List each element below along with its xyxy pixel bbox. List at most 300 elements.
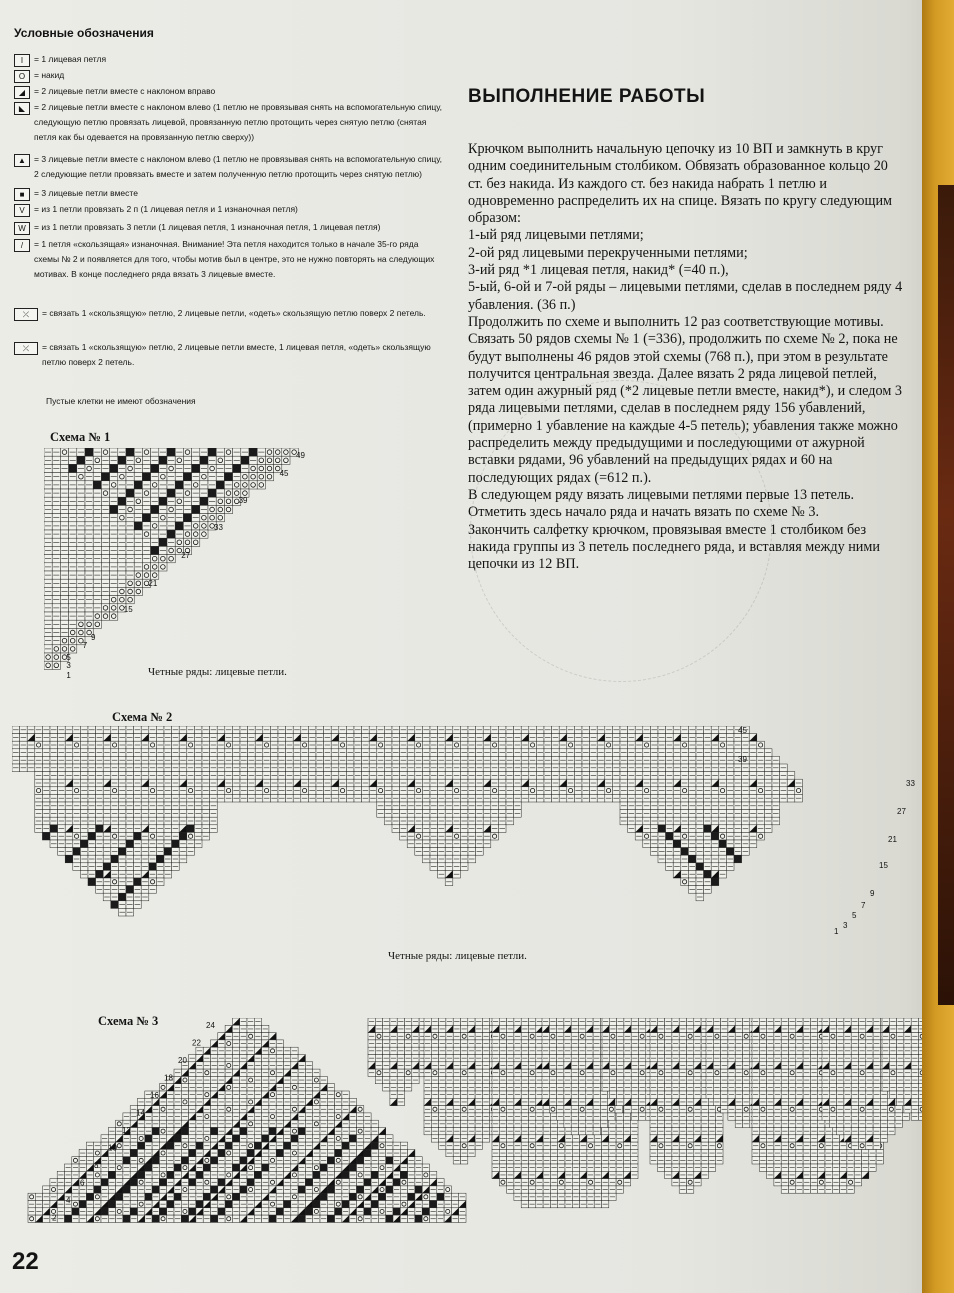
legend-symbol-icon: ◢: [14, 86, 30, 99]
chart-cell: [111, 741, 119, 749]
chart-cell: [357, 1157, 364, 1164]
paragraph-scheme3-start: В следующем ряду вязать лицевыми петлями первые 13 петель. Отметить здесь начало ряда и начать вязать по схеме № 3.: [468, 486, 855, 521]
chart-cell: [101, 604, 109, 612]
chart-cell: [265, 456, 273, 464]
chart-cell: [103, 863, 111, 871]
chart-cell: [151, 571, 159, 579]
chart-cell: [126, 464, 134, 472]
chart-cell: [134, 878, 142, 886]
row-number: 7: [82, 641, 88, 650]
chart-cell: [77, 628, 85, 636]
chart-cell: [681, 848, 689, 856]
chart-cell: [349, 1164, 356, 1171]
row-number: 33: [214, 523, 223, 532]
chart-cell: [172, 840, 180, 848]
chart-cell: [377, 741, 385, 749]
chart-cell: [73, 848, 81, 856]
chart-cell: [134, 522, 142, 530]
chart-cell: [224, 448, 232, 456]
chart-cell: [110, 481, 118, 489]
chart-cell: [643, 832, 651, 840]
chart-cell: [257, 481, 265, 489]
chart-cell: [60, 645, 68, 653]
chart-cell: [378, 1142, 385, 1149]
chart-cell: [96, 870, 104, 878]
legend-description: = 2 лицевые петли вместе с наклоном влево (1 петлю не провязывая снять на вспомогательную спицу, следующую петлю провязать лицевой, провязанную петлю протощить через снятую петлю (снятая петля как бы одевается на провязанную петлю сверху)): [34, 102, 442, 142]
chart-cell: [44, 653, 52, 661]
chart-cell: [183, 514, 191, 522]
chart-cell: [159, 1149, 166, 1156]
chart-cell: [44, 661, 52, 669]
chart-cell: [529, 787, 537, 795]
legend-description: = 1 лицевая петля: [34, 54, 107, 64]
paragraph-row2: 2-ой ряд лицевыми перекрученными петлями;: [468, 244, 748, 261]
chart-cell: [134, 571, 142, 579]
chart-cell: [208, 514, 216, 522]
chart-cell: [269, 1128, 276, 1135]
chart-cell: [138, 1142, 145, 1149]
legend-symbol-icon: /: [14, 239, 30, 252]
chart-cell: [301, 741, 309, 749]
chart-cell: [276, 1149, 283, 1156]
row-number: 21: [888, 835, 897, 844]
chart-cell: [118, 848, 126, 856]
legend-item: [14, 186, 444, 201]
chart-cell: [291, 1084, 298, 1091]
chart-cell: [265, 464, 273, 472]
chart-cell: [225, 741, 233, 749]
chart-cell: [196, 1142, 203, 1149]
chart-cell: [711, 832, 719, 840]
chart-cell: [491, 832, 499, 840]
chart-cell: [327, 1157, 334, 1164]
chart-cell: [335, 1091, 342, 1098]
chart-cell: [126, 587, 134, 595]
chart-cell: [719, 832, 727, 840]
chart-cell: [681, 741, 689, 749]
chart-cell: [118, 893, 126, 901]
chart-cell: [175, 538, 183, 546]
chart-cell: [167, 1142, 174, 1149]
chart-cell: [149, 878, 157, 886]
chart-cell: [175, 456, 183, 464]
chart-cell: [247, 1149, 254, 1156]
scheme2-chart: [12, 726, 922, 946]
chart-cell: [224, 473, 232, 481]
chart-cell: [187, 832, 195, 840]
row-number: 15: [123, 605, 133, 614]
legend-item: [14, 340, 444, 370]
chart-cell: [247, 1076, 254, 1083]
legend-item: [14, 220, 444, 235]
chart-cell: [371, 1142, 378, 1149]
chart-cell: [175, 522, 183, 530]
chart-cell: [42, 832, 50, 840]
paragraph-intro: Крючком выполнить начальную цепочку из 10 ВП и замкнуть в круг одним соединительным столбиком. Обвязать образованное кольцо 20 ст. без накида. Из каждого ст. без накида набрать 1 петлю и одновременно распределить их на спице. Вязать по кругу следующим образом:: [468, 141, 893, 227]
chart-cell: [149, 832, 157, 840]
legend-symbol-icon: ◣: [14, 102, 30, 115]
chart-cell: [225, 1149, 232, 1156]
scheme1-title: Схема № 1: [50, 430, 111, 444]
chart-cell: [200, 514, 208, 522]
chart-cell: [216, 481, 224, 489]
row-number: 3: [66, 661, 71, 670]
legend-description: = накид: [34, 70, 65, 80]
chart-cell: [262, 1135, 269, 1142]
chart-cell: [681, 878, 689, 886]
chart-cell: [183, 473, 191, 481]
chart-cell: [73, 787, 81, 795]
chart-cell: [142, 448, 150, 456]
chart-cell: [643, 741, 651, 749]
chart-cell: [183, 538, 191, 546]
chart-cell: [167, 464, 175, 472]
chart-cell: [73, 741, 81, 749]
chart-cell: [85, 448, 93, 456]
chart-cell: [73, 832, 81, 840]
chart-cell: [216, 497, 224, 505]
chart-cell: [77, 620, 85, 628]
legend-description: = связать 1 «скользящую» петлю, 2 лицевые петли, «одеть» скользящую петлю поверх 2 петель.: [42, 308, 426, 318]
chart-cell: [174, 1164, 181, 1171]
chart-cell: [339, 787, 347, 795]
chart-cell: [159, 1106, 166, 1113]
paragraph-row3: 3-ий ряд *1 лицевая петля, накид* (=40 п.),: [468, 262, 729, 279]
chart-cell: [529, 741, 537, 749]
chart-cell: [263, 741, 271, 749]
legend-symbol-icon: O: [14, 70, 30, 83]
row-number: 33: [906, 779, 915, 788]
row-number: 27: [897, 807, 906, 816]
chart-cell: [269, 1113, 276, 1120]
chart-cell: [138, 1135, 145, 1142]
chart-cell: [175, 481, 183, 489]
legend-item: [14, 237, 444, 282]
legend-item: [14, 306, 444, 321]
chart-cell: [269, 1157, 276, 1164]
legend-description: = 3 лицевые петли вместе: [34, 188, 138, 198]
chart-cell: [111, 787, 119, 795]
legend-symbol-icon: W: [14, 222, 30, 235]
chart-cell: [291, 1135, 298, 1142]
scheme2-title: Схема № 2: [112, 710, 173, 724]
chart-cell: [284, 1142, 291, 1149]
chart-cell: [142, 563, 150, 571]
chart-cell: [200, 473, 208, 481]
chart-cell: [94, 1149, 101, 1156]
chart-cell: [274, 448, 282, 456]
chart-cell: [111, 832, 119, 840]
chart-cell: [93, 481, 101, 489]
chart-cell: [257, 473, 265, 481]
chart-cell: [152, 1157, 159, 1164]
chart-cell: [189, 1149, 196, 1156]
chart-cell: [151, 546, 159, 554]
chart-cell: [320, 1164, 327, 1171]
chart-cell: [203, 1164, 210, 1171]
chart-cell: [134, 587, 142, 595]
chart-cell: [159, 555, 167, 563]
chart-cell: [187, 825, 195, 833]
chart-cell: [233, 481, 241, 489]
chart-cell: [126, 489, 134, 497]
chart-cell: [491, 787, 499, 795]
chart-cell: [257, 464, 265, 472]
chart-cell: [159, 473, 167, 481]
chart-cell: [93, 456, 101, 464]
chart-cell: [681, 787, 689, 795]
chart-cell: [187, 741, 195, 749]
chart-cell: [85, 620, 93, 628]
chart-cell: [159, 563, 167, 571]
legend-symbol-icon: I: [14, 54, 30, 67]
chart-cell: [126, 886, 134, 894]
chart-cell: [93, 620, 101, 628]
chart-cell: [187, 787, 195, 795]
scheme1-caption: Четные ряды: лицевые петли.: [148, 666, 287, 678]
chart-cell: [142, 514, 150, 522]
chart-cell: [257, 456, 265, 464]
chart-cell: [181, 1098, 188, 1105]
chart-cell: [247, 1142, 254, 1149]
chart-cell: [313, 1098, 320, 1105]
chart-cell: [126, 505, 134, 513]
chart-cell: [167, 555, 175, 563]
chart-cell: [200, 530, 208, 538]
chart-cell: [453, 741, 461, 749]
chart-cell: [224, 505, 232, 513]
chart-cell: [232, 1135, 239, 1142]
legend-symbol-icon: ⤫: [14, 342, 38, 355]
chart-cell: [203, 1091, 210, 1098]
chart-cell: [181, 1076, 188, 1083]
chart-cell: [734, 855, 742, 863]
chart-cell: [159, 497, 167, 505]
legend-symbol-icon: ⤫: [14, 308, 38, 321]
chart-cell: [225, 1084, 232, 1091]
chart-cell: [335, 1135, 342, 1142]
chart-cell: [291, 1128, 298, 1135]
chart-cell: [60, 448, 68, 456]
chart-cell: [291, 1149, 298, 1156]
chart-cell: [249, 473, 257, 481]
chart-cell: [211, 1128, 218, 1135]
chart-cell: [151, 464, 159, 472]
chart-cell: [301, 787, 309, 795]
chart-cell: [65, 855, 73, 863]
chart-cell: [719, 741, 727, 749]
chart-cell: [156, 855, 164, 863]
chart-cell: [142, 473, 150, 481]
chart-cell: [254, 1142, 261, 1149]
legend-description: = из 1 петли провязать 2 п (1 лицевая петля и 1 изнаночная петля): [34, 204, 298, 214]
chart-cell: [85, 464, 93, 472]
chart-cell: [335, 1157, 342, 1164]
chart-cell: [111, 878, 119, 886]
chart-cell: [247, 1033, 254, 1040]
chart-cell: [35, 787, 43, 795]
row-number: 9: [91, 633, 96, 642]
chart-cell: [262, 1164, 269, 1171]
chart-cell: [241, 456, 249, 464]
chart-cell: [203, 1135, 210, 1142]
chart-cell: [145, 1164, 152, 1171]
chart-cell: [149, 787, 157, 795]
chart-cell: [181, 1142, 188, 1149]
chart-cell: [673, 840, 681, 848]
chart-cell: [151, 522, 159, 530]
chart-cell: [726, 848, 734, 856]
chart-cell: [282, 448, 290, 456]
chart-cell: [167, 530, 175, 538]
chart-cell: [203, 1113, 210, 1120]
chart-cell: [149, 863, 157, 871]
legend-item: [14, 52, 444, 67]
chart-cell: [110, 596, 118, 604]
chart-cell: [218, 1149, 225, 1156]
paragraph-finish: Закончить салфетку крючком, провязывая вместе 1 столбиком без накида группы из 3 петель последнего ряда, и вставляя между ними цепочки из 12 ВП.: [468, 521, 880, 573]
chart-cell: [192, 481, 200, 489]
chart-cell: [69, 645, 77, 653]
chart-cell: [688, 855, 696, 863]
chart-cell: [313, 1164, 320, 1171]
chart-cell: [203, 1069, 210, 1076]
legend-item: [14, 152, 444, 182]
chart-cell: [174, 1135, 181, 1142]
chart-cell: [130, 1149, 137, 1156]
chart-cell: [126, 579, 134, 587]
row-number: 39: [738, 755, 747, 764]
chart-cell: [167, 546, 175, 554]
chart-cell: [263, 787, 271, 795]
row-number: 45: [279, 469, 289, 478]
chart-cell: [88, 832, 96, 840]
chart-cell: [134, 497, 142, 505]
chart-cell: [377, 787, 385, 795]
chart-cell: [249, 464, 257, 472]
paragraph-row5-7: 5-ый, 6-ой и 7-ой ряды – лицевыми петлями, сделав в последнем ряду 4 убавления. (36 п.): [468, 279, 903, 313]
chart-cell: [192, 538, 200, 546]
chart-cell: [216, 505, 224, 513]
chart-cell: [269, 1069, 276, 1076]
chart-cell: [233, 464, 241, 472]
chart-cell: [110, 505, 118, 513]
chart-cell: [181, 1157, 188, 1164]
chart-cell: [200, 456, 208, 464]
chart-cell: [159, 1084, 166, 1091]
chart-cell: [247, 1164, 254, 1171]
row-number: 5: [66, 653, 71, 662]
chart-cell: [167, 448, 175, 456]
chart-cell: [134, 456, 142, 464]
chart-cell: [491, 741, 499, 749]
legend-item: [14, 202, 444, 217]
chart-cell: [101, 489, 109, 497]
legend-description: = 3 лицевые петли вместе с наклоном влево (1 петлю не провязывая снять на вспомогательную спицу, 2 следующие петли провязать вместе и затем полученную петлю протощить через снятую петлю): [34, 154, 442, 179]
chart-cell: [111, 855, 119, 863]
chart-cell: [225, 1062, 232, 1069]
chart-cell: [200, 522, 208, 530]
chart-cell: [249, 481, 257, 489]
chart-cell: [795, 787, 803, 795]
chart-cell: [69, 628, 77, 636]
chart-cell: [265, 473, 273, 481]
row-number: 27: [181, 551, 191, 560]
row-number: 9: [870, 889, 875, 898]
chart-cell: [175, 497, 183, 505]
row-number: 39: [238, 496, 248, 505]
chart-cell: [719, 787, 727, 795]
chart-cell: [211, 1157, 218, 1164]
chart-cell: [265, 448, 273, 456]
instructions-heading: ВЫПОЛНЕНИЕ РАБОТЫ: [468, 86, 706, 107]
chart-cell: [138, 1157, 145, 1164]
chart-cell: [126, 448, 134, 456]
chart-cell: [249, 448, 257, 456]
paragraph-row1: 1-ый ряд лицевыми петлями;: [468, 227, 644, 244]
chart-cell: [101, 473, 109, 481]
legend-item: [14, 100, 444, 145]
legend-title: Условные обозначения: [14, 26, 154, 40]
chart-cell: [386, 1157, 393, 1164]
legend-description: = 2 лицевые петли вместе с наклоном вправо: [34, 86, 216, 96]
chart-cell: [298, 1128, 305, 1135]
chart-cell: [116, 1164, 123, 1171]
chart-cell: [225, 1142, 232, 1149]
chart-cell: [269, 1091, 276, 1098]
legend-symbol-icon: ■: [14, 188, 30, 201]
chart-cell: [126, 840, 134, 848]
row-number: 7: [861, 901, 866, 910]
chart-cell: [142, 489, 150, 497]
chart-cell: [192, 505, 200, 513]
chart-cell: [696, 863, 704, 871]
chart-cell: [181, 1164, 188, 1171]
chart-cell: [134, 832, 142, 840]
chart-cell: [666, 832, 674, 840]
chart-cell: [335, 1149, 342, 1156]
chart-cell: [52, 661, 60, 669]
row-number: 5: [852, 911, 857, 920]
row-number: 15: [879, 861, 888, 870]
chart-cell: [658, 825, 666, 833]
chart-cell: [757, 832, 765, 840]
chart-cell: [313, 1120, 320, 1127]
chart-cell: [118, 497, 126, 505]
chart-cell: [192, 522, 200, 530]
chart-cell: [291, 1106, 298, 1113]
chart-cell: [704, 870, 712, 878]
legend-description: = связать 1 «скользящую» петлю, 2 лицевые петли вместе, 1 лицевая петля, «одеть» скользящую петлю поверх 2 петель.: [42, 342, 431, 367]
chart-cell: [118, 514, 126, 522]
chart-cell: [274, 456, 282, 464]
chart-cell: [93, 612, 101, 620]
scheme1-chart: [44, 448, 344, 688]
chart-cell: [167, 505, 175, 513]
chart-cell: [208, 448, 216, 456]
row-number: 49: [296, 451, 305, 460]
chart-cell: [72, 1157, 79, 1164]
chart-cell: [241, 481, 249, 489]
chart-cell: [224, 497, 232, 505]
chart-cell: [719, 840, 727, 848]
chart-cell: [415, 832, 423, 840]
chart-cell: [216, 456, 224, 464]
row-number: 45: [738, 726, 747, 735]
chart-cell: [151, 563, 159, 571]
legend-item: [14, 84, 444, 99]
chart-cell: [159, 538, 167, 546]
